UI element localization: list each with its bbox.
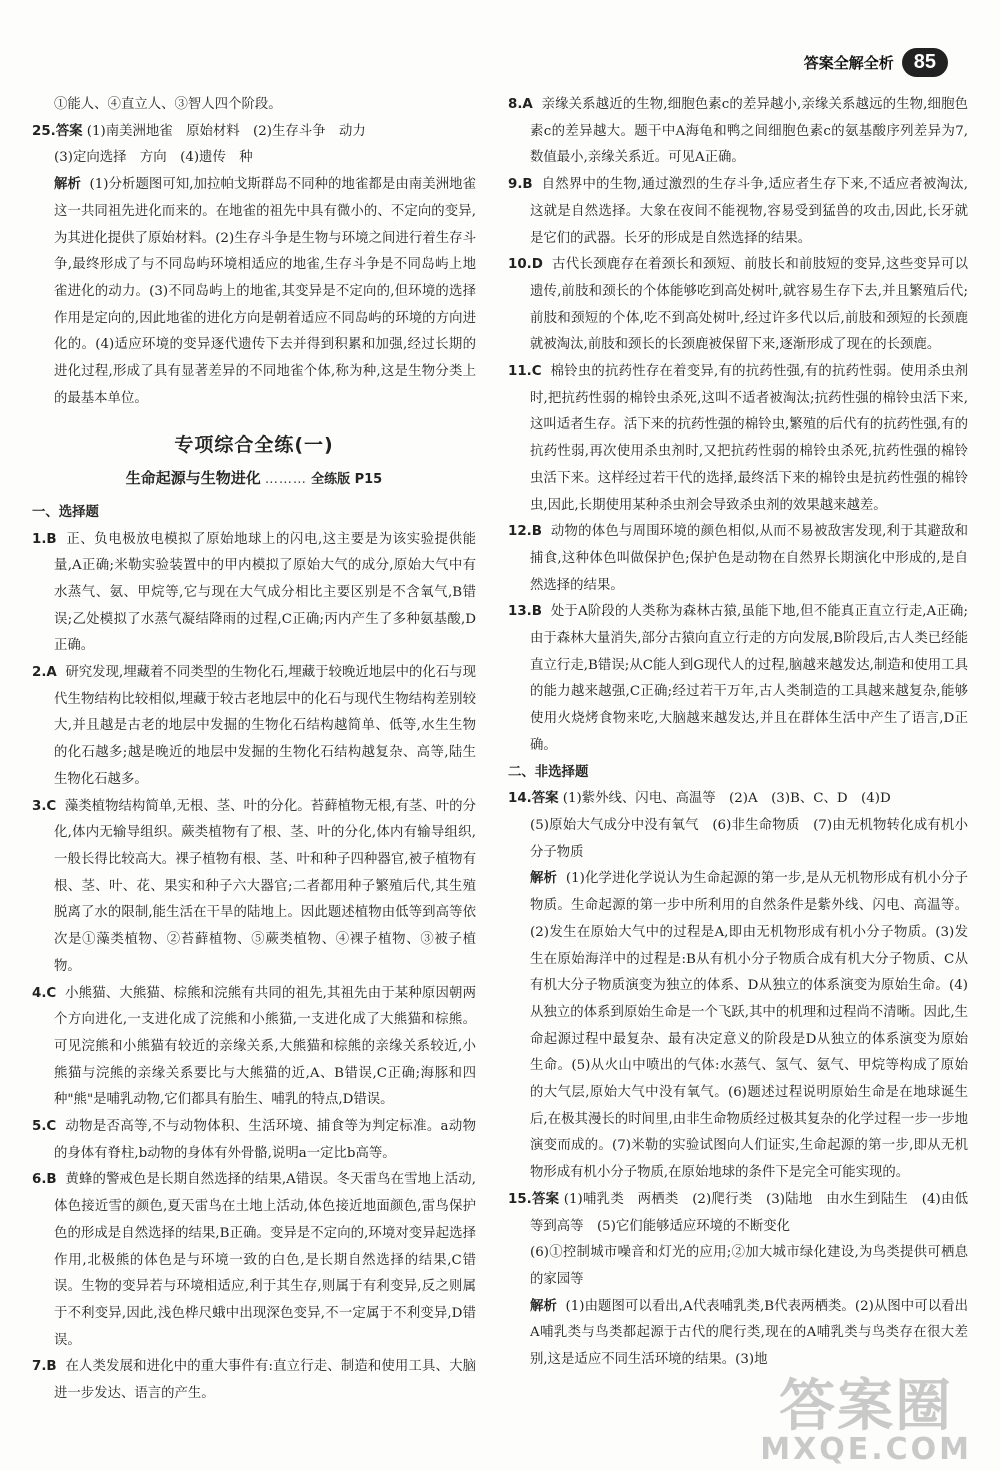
- item-text: 藻类植物结构简单,无根、茎、叶的分化。苔藓植物无根,有茎、叶的分化,体内无输导组织。蕨类植物有了根、茎、叶的分化,体内有输导组织,一般长得比较高大。裸子植物有根、茎、叶和种子四种器官,被子植物有根、茎、叶、花、果实和种子六大器官;二者都用种子繁殖后代,其生殖脱离了水的限制,能生活在干旱的陆地上。因此题述植物由低等到高等依次是①藻类植物、②苔藓植物、⑤蕨类植物、④裸子植物、③被子植物。: [54, 798, 476, 974]
- page-number: 85: [902, 48, 948, 77]
- q14-answer-2: (5)原始大气成分中没有氧气 (6)非生命物质 (7)由无机物转化成有机小分子物质: [530, 817, 968, 860]
- item-text: 研究发现,埋藏着不同类型的生物化石,埋藏于较晚近地层中的化石与现代生物结构比较相似,埋藏于较古老地层中的化石与现代生物结构差别较大,并且越是古老的地层中发掘的生物化石结构越简单、低等,水生生物的化石越多;越是晚近的地层中发掘的生物化石结构越复杂、高等,陆生生物化石越多。: [54, 665, 476, 787]
- item-text: 处于A阶段的人类称为森林古猿,虽能下地,但不能真正直立行走,A正确;由于森林大量消失,部分古猿向直立行走的方向发展,B阶段后,古人类已经能直立行走,B错误;从C能人到G现代人的过程,脑越来越发达,制造和使用工具的能力越来越强,C正确;经过若干万年,古人类制造的工具越来越复杂,能够使用火烧烤食物来吃,大脑越来越发达,并且在群体生活中产生了语言,D正确。: [530, 604, 969, 753]
- item-text: 动物是否高等,不与动物体积、生活环境、捕食等为判定标准。a动物的身体有脊柱,b动物的身体有外骨骼,说明a一定比b高等。: [54, 1119, 476, 1161]
- q15-analysis-label: 解析: [530, 1298, 557, 1314]
- q25-number: 25.答案: [32, 123, 83, 139]
- header-title: 答案全解全析: [803, 54, 894, 72]
- item-text: 正、负电极放电模拟了原始地球上的闪电,这主要是为该实验提供能量,A正确;米勒实验装置中的甲内模拟了原始大气的成分,原始大气中有水蒸气、氨、甲烷等,它与现在大气成分相比主要区别是不含氧气,B错误;乙处模拟了水蒸气凝结降雨的过程,C正确;丙内产生了多种氨基酸,D正确。: [54, 531, 476, 654]
- watermark-line2: MXQE.COM: [760, 1432, 972, 1467]
- item-number: 8.A: [508, 97, 533, 112]
- item-number: 5.C: [32, 1119, 57, 1135]
- list-item: [32, 794, 476, 981]
- list-item: [508, 92, 968, 172]
- q14-analysis: [508, 866, 968, 1186]
- q25-analysis-text: (1)分析题图可知,加拉帕戈斯群岛不同种的地雀都是由南美洲地雀这一共同祖先进化而来的。在地雀的祖先中具有微小的、不定向的变异,为其进化提供了原始材料。(2)生存斗争是生物与环境之间进行着生存斗争,最终形成了与不同岛屿环境相适应的地雀,生存斗争是不同岛屿上地雀进化的动力。(3)不同岛屿上的地雀,其变异是不定向的,但环境的选择作用是定向的,因此地雀的进化方向是朝着适应不同岛屿的环境的方向进化的。(4)适应环境的变异逐代遗传下去并得到积累和加强,经过长期的进化过程,形成了具有显著差异的不同地雀个体,称为种,这是生物分类上的最基本单位。: [54, 177, 476, 406]
- q15-analysis: [508, 1294, 968, 1374]
- item-text: 在人类发展和进化中的重大事件有:直立行走、制造和使用工具、大脑进一步发达、语言的产生。: [54, 1359, 477, 1402]
- heading-nonchoice: 二、非选择题: [508, 764, 589, 780]
- item-text: 黄蜂的警戒色是长期自然选择的结果,A错误。冬天雷鸟在雪地上活动,体色接近雪的颜色,夏天雷鸟在土地上活动,体色接近地面颜色,雷鸟保护色的形成是自然选择的结果,B正确。变异是不定向的,环境对变异起选择作用,北极熊的体色是与环境一致的白色,是长期自然选择的结果,C错误。生物的变异若与环境相适应,利于其生存,则属于有利变异,反之则属于不利变异,因此,浅色桦尺蛾中出现深色变异,不一定属于不利变异,D错误。: [54, 1172, 477, 1348]
- page-header: [804, 48, 948, 77]
- list-item: [32, 1114, 476, 1167]
- q14-answer: [508, 786, 968, 813]
- q25-answer: [32, 119, 476, 146]
- section-subtitle: [32, 465, 476, 494]
- q15-answer-text: (1)哺乳类 两栖类 (2)爬行类 (3)陆地 由水生到陆生 (4)由低等到高等 (5)它们能够适应环境的不断变化: [530, 1191, 968, 1234]
- subtitle-text: 生命起源与生物进化: [125, 469, 261, 488]
- heading-choice: 一、选择题: [32, 504, 99, 520]
- item-text: 小熊猫、大熊猫、棕熊和浣熊有共同的祖先,其祖先由于某种原因朝两个方向进化,一支进化成了浣熊和小熊猫,一支进化成了大熊猫和棕熊。可见浣熊和小熊猫有较近的亲缘关系,大熊猫和棕熊的亲缘关系较近,小熊猫与浣熊的亲缘关系要比与大熊猫的近,A、B错误,C正确;海豚和四种"熊"是哺乳动物,它们都具有胎生、哺乳的特点,D错误。: [54, 985, 476, 1108]
- q15-answer-2: (6)①控制城市噪音和灯光的应用;②加大城市绿化建设,为鸟类提供可栖息的家园等: [530, 1245, 968, 1287]
- subtitle-dots: ………: [264, 472, 307, 488]
- list-item: [508, 599, 968, 759]
- list-item: [32, 1167, 476, 1354]
- q14-analysis-text: (1)化学进化学说认为生命起源的第一步,是从无机物形成有机小分子物质。生命起源的第一步中所利用的自然条件是紫外线、闪电、高温等。(2)发生在原始大气中的过程是A,即由无机物形成有机小分子物质。(3)发生在原始海洋中的过程是:B从有机小分子物质合成有机大分子物质、C从有机大分子物质演变为独立的体系、D从独立的体系演变为原始生命。(4)从独立的体系到原始生命是一个飞跃,其中的机理和过程尚不清晰。因此,生命起源过程中最复杂、最有决定意义的阶段是D从独立的体系演变为原始生命。(5)从火山中喷出的气体:水蒸气、氢气、氨气、甲烷等构成了原始的大气层,原始大气中没有氧气。(6)题述过程说明原始生命是在地球诞生后,在极其漫长的时间里,由非生命物质经过极其复杂的化学过程一步一步地演变而成的。(7)米勒的实验试图向人们证实,生命起源的第一步,即从无机物形成有机小分子物质,在原始地球的条件下是完全可能实现的。: [530, 871, 969, 1181]
- item-number: 3.C: [32, 798, 57, 814]
- section-title: 专项综合全练(一): [174, 434, 334, 457]
- item-number: 4.C: [32, 985, 57, 1001]
- right-column: [508, 92, 968, 1374]
- item-text: 亲缘关系越近的生物,细胞色素c的差异越小,亲缘关系越远的生物,细胞色素c的差异越大。题干中A海龟和鸭之间细胞色素c的氨基酸序列差异为7,数值最小,亲缘关系近。可见A正确。: [530, 97, 968, 166]
- q14-analysis-label: 解析: [530, 871, 558, 887]
- item-text: 棉铃虫的抗药性存在着变异,有的抗药性强,有的抗药性弱。使用杀虫剂时,把抗药性弱的棉铃虫杀死,这叫不适者被淘汰;抗药性强的棉铃虫活下来,这叫适者生存。活下来的抗药性强的棉铃虫,繁殖的后代有的抗药性强,有的抗药性弱,再次使用杀虫剂时,又把抗药性弱的棉铃虫杀死,抗药性强的棉铃虫活下来。这样经过若干代的选择,最终活下来的棉铃虫是抗药性强的棉铃虫,因此,长期使用某种杀虫剂会导致杀虫剂的效果越来越差。: [530, 364, 968, 513]
- watermark-line1: 答案圈: [779, 1374, 954, 1439]
- item-number: 7.B: [32, 1359, 57, 1375]
- watermark-logo: [760, 1374, 972, 1467]
- item-number: 11.C: [508, 364, 542, 380]
- q15-number: 15.答案: [508, 1191, 560, 1207]
- item-text: 古代长颈鹿存在着颈长和颈短、前肢长和前肢短的变异,这些变异可以遗传,前肢和颈长的个体能够吃到高处树叶,就容易生存下去,并且繁殖后代;前肢和颈短的个体,吃不到高处树叶,经过许多代以后,前肢和颈短的长颈鹿就被淘汰,前肢和颈长的长颈鹿被保留下来,逐渐形成了现在的长颈鹿。: [530, 257, 968, 353]
- q25-analysis-label: 解析: [54, 177, 81, 193]
- list-item: [508, 519, 968, 599]
- list-item: [32, 1354, 476, 1407]
- q14-answer-text: (1)紫外线、闪电、高温等 (2)A (3)B、C、D (4)D: [562, 791, 891, 807]
- item-number: 2.A: [32, 665, 57, 681]
- intro-line: ①能人、④直立人、③智人四个阶段。: [54, 97, 282, 112]
- item-number: 1.B: [32, 531, 57, 547]
- q25-answer-a: (1)南美洲地雀 原始材料 (2)生存斗争 动力: [86, 123, 366, 139]
- item-text: 动物的体色与周围环境的颜色相似,从而不易被敌害发现,利于其避敌和捕食,这种体色叫做保护色;保护色是动物在自然界长期演化中形成的,是自然选择的结果。: [530, 524, 969, 593]
- q15-answer: [508, 1187, 968, 1240]
- item-text: 自然界中的生物,通过激烈的生存斗争,适应者生存下来,不适应者被淘汰,这就是自然选择。大象在夜间不能视物,容易受到猛兽的攻击,因此,长牙就是它们的武器。长牙的形成是自然选择的结果。: [530, 177, 968, 246]
- list-item: [32, 981, 476, 1115]
- q15-analysis-text: (1)由题图可以看出,A代表哺乳类,B代表两栖类。(2)从图中可以看出A哺乳类与鸟类都起源于古代的爬行类,现在的A哺乳类与鸟类存在很大差别,这是适应不同生活环境的结果。(3)地: [530, 1298, 968, 1368]
- list-item: [508, 172, 968, 252]
- list-item: [508, 359, 968, 519]
- item-number: 12.B: [508, 524, 542, 540]
- q25-analysis: [32, 172, 476, 412]
- item-number: 6.B: [32, 1172, 57, 1188]
- list-item: [32, 660, 476, 794]
- q14-number: 14.答案: [508, 791, 559, 807]
- list-item: [32, 527, 476, 661]
- list-item: [508, 252, 968, 359]
- q25-answer-b: (3)定向选择 方向 (4)遗传 种: [54, 150, 253, 166]
- item-number: 13.B: [508, 604, 542, 620]
- item-number: 9.B: [508, 177, 533, 193]
- item-number: 10.D: [508, 257, 543, 273]
- subtitle-reference: 全练版 P15: [311, 472, 383, 488]
- left-column: [32, 92, 476, 1408]
